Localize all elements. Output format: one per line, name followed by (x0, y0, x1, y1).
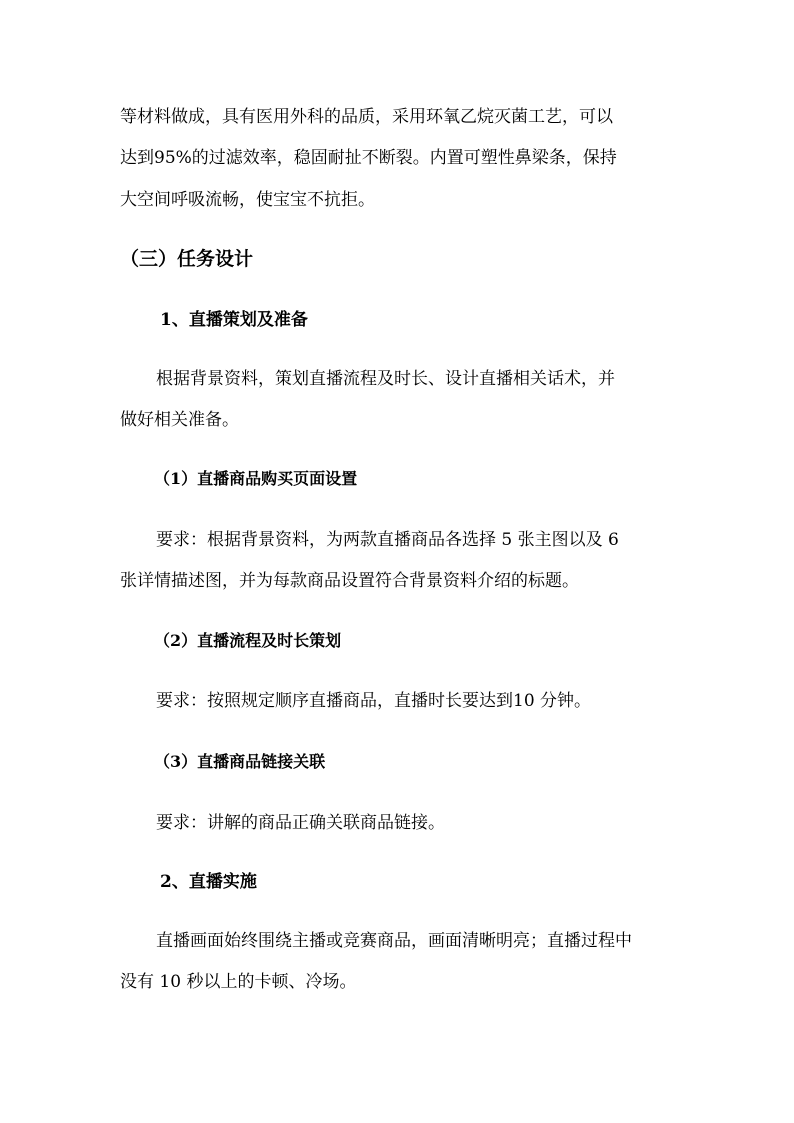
intro-line-1: 等材料做成，具有医用外科的品质，采用环氧乙烷灭菌工艺，可以 (120, 107, 613, 127)
live-implementation-line-1: 直播画面始终围绕主播或竞赛商品，画面清晰明亮；直播过程中 (156, 931, 632, 951)
live-planning-line-2: 做好相关准备。 (120, 410, 239, 430)
intro-line-2: 达到95%的过滤效率，稳固耐扯不断裂。内置可塑性鼻梁条，保持 (120, 148, 617, 168)
item-heading-purchase-page: （1）直播商品购买页面设置 (154, 469, 358, 488)
item-heading-flow-duration: （2）直播流程及时长策划 (154, 631, 342, 650)
live-implementation-line-2: 没有 10 秒以上的卡顿、冷场。 (120, 972, 357, 992)
item-purchase-page-line-1: 要求：根据背景资料，为两款直播商品各选择 5 张主图以及 6 (156, 530, 619, 550)
intro-line-3: 大空间呼吸流畅，使宝宝不抗拒。 (120, 190, 375, 210)
item-link-association-line-1: 要求：讲解的商品正确关联商品链接。 (156, 813, 445, 833)
item-heading-link-association: （3）直播商品链接关联 (154, 752, 326, 771)
section-heading-task-design: （三）任务设计 (120, 248, 254, 270)
item-flow-duration-line-1: 要求：按照规定顺序直播商品，直播时长要达到10 分钟。 (156, 691, 592, 711)
live-planning-line-1: 根据背景资料，策划直播流程及时长、设计直播相关话术，并 (156, 369, 615, 389)
subsection-heading-live-implementation: 2、直播实施 (160, 872, 257, 892)
item-purchase-page-line-2: 张详情描述图，并为每款商品设置符合背景资料介绍的标题。 (120, 571, 579, 591)
subsection-heading-live-planning: 1、直播策划及准备 (160, 310, 308, 330)
